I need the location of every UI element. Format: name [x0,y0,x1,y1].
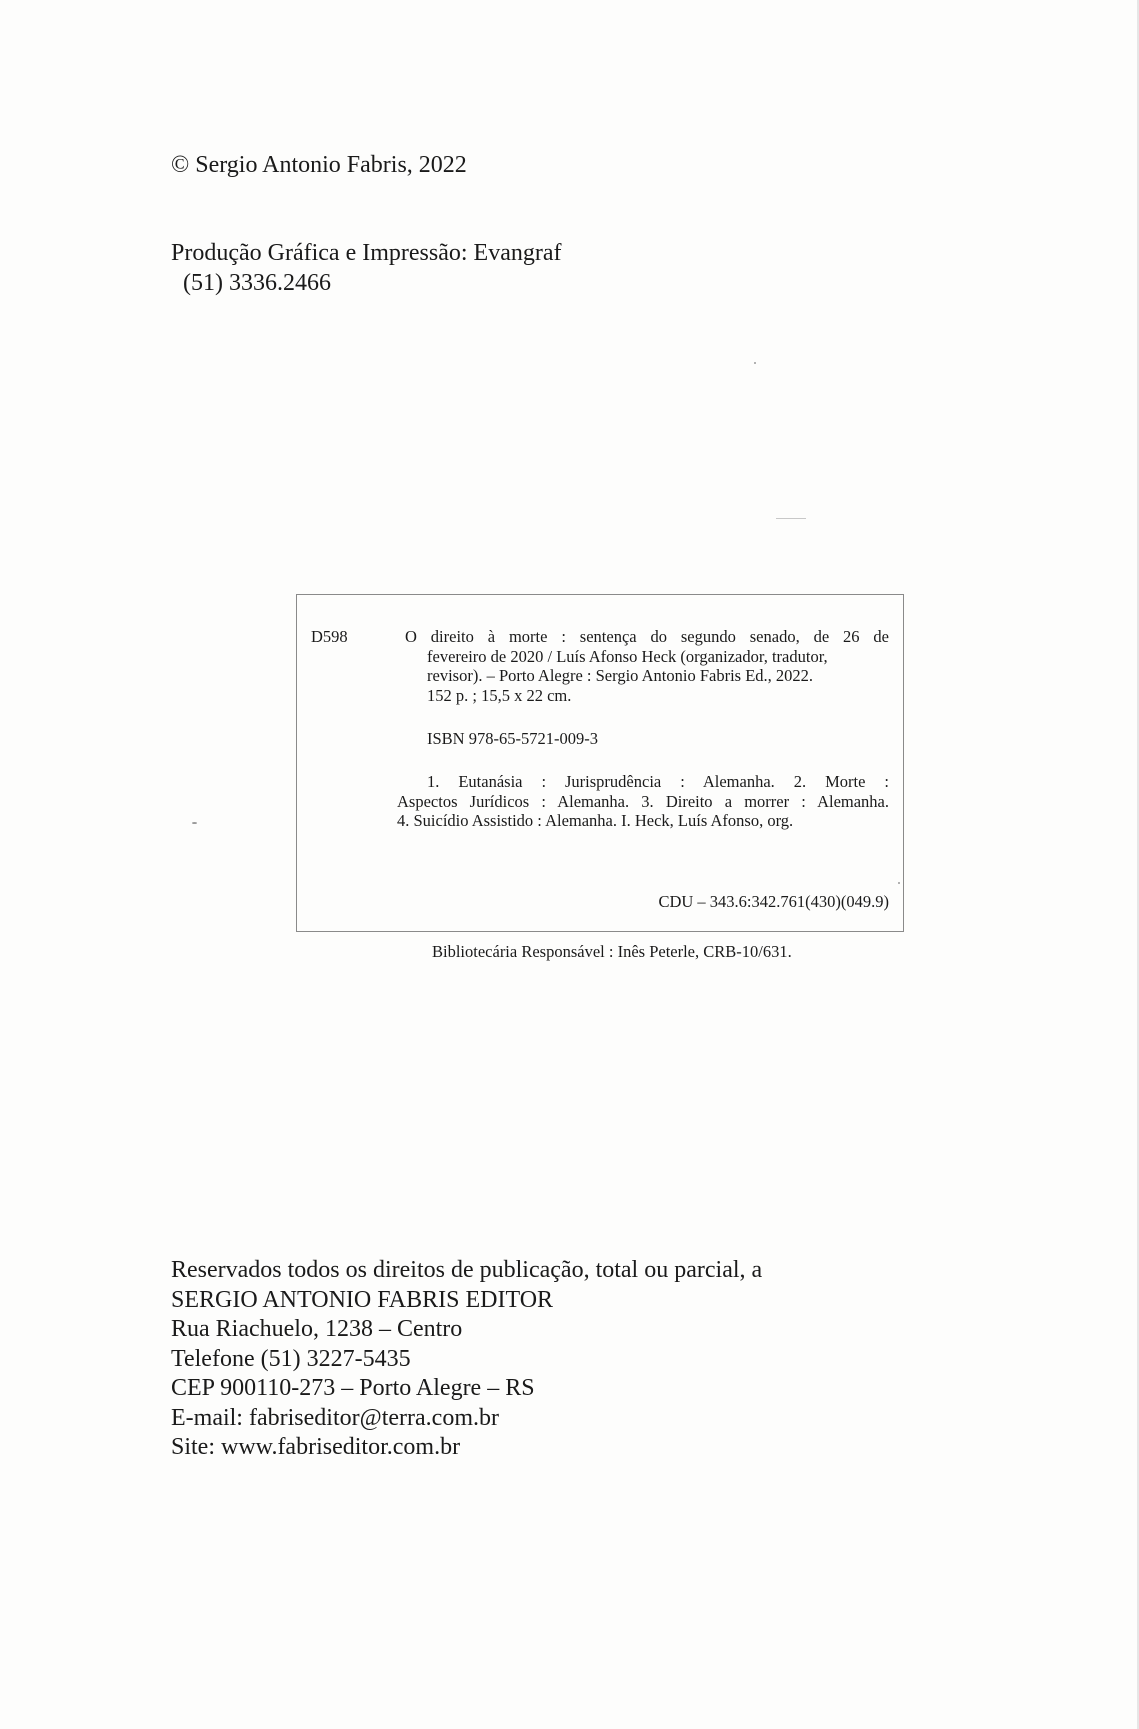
publisher-email: E-mail: fabriseditor@terra.com.br [171,1404,499,1431]
catalog-title-line: O direito à morte : sentença do segundo senado, de 26 de [405,627,889,646]
production-credit: Produção Gráfica e Impressão: Evangraf [171,240,562,266]
catalog-subject-line: Aspectos Jurídicos : Alemanha. 3. Direito a morrer : Alemanha. [397,791,889,811]
catalog-card [296,594,904,932]
scan-speck [754,362,756,364]
cdu-classification: CDU – 343.6:342.761(430)(049.9) [658,892,889,911]
publisher-phone: Telefone (51) 3227-5435 [171,1345,411,1372]
catalog-subjects [397,772,889,831]
publisher-website: Site: www.fabriseditor.com.br [171,1434,461,1460]
catalog-title-entry [405,627,889,705]
call-number: D598 [311,627,348,646]
rights-statement: Reservados todos os direitos de publicação, total ou parcial, a [171,1257,763,1283]
publisher-address: Rua Riachuelo, 1238 – Centro [171,1316,463,1342]
catalog-title-line: fevereiro de 2020 / Luís Afonso Heck (organizador, tradutor, [427,646,828,666]
catalog-subject-line: 4. Suicídio Assistido : Alemanha. I. Heck, Luís Afonso, org. [397,811,794,830]
catalog-title-line: 152 p. ; 15,5 x 22 cm. [427,685,572,705]
publisher-name: SERGIO ANTONIO FABRIS EDITOR [171,1286,554,1313]
publisher-postal-code: CEP 900110-273 – Porto Alegre – RS [171,1375,535,1401]
scan-speck [192,822,197,824]
scan-mark [776,518,806,519]
catalog-title-line: revisor). – Porto Alegre : Sergio Antonio Fabris Ed., 2022. [427,666,814,685]
publisher-info [171,1256,762,1463]
copyright-notice: © Sergio Antonio Fabris, 2022 [171,152,467,178]
catalog-subject-line: 1. Eutanásia : Jurisprudência : Alemanha. 2. Morte : [427,772,889,791]
production-phone: (51) 3336.2466 [183,270,331,296]
isbn: ISBN 978-65-5721-009-3 [427,729,598,748]
librarian-credit: Bibliotecária Responsável : Inês Peterle, CRB-10/631. [432,942,792,961]
